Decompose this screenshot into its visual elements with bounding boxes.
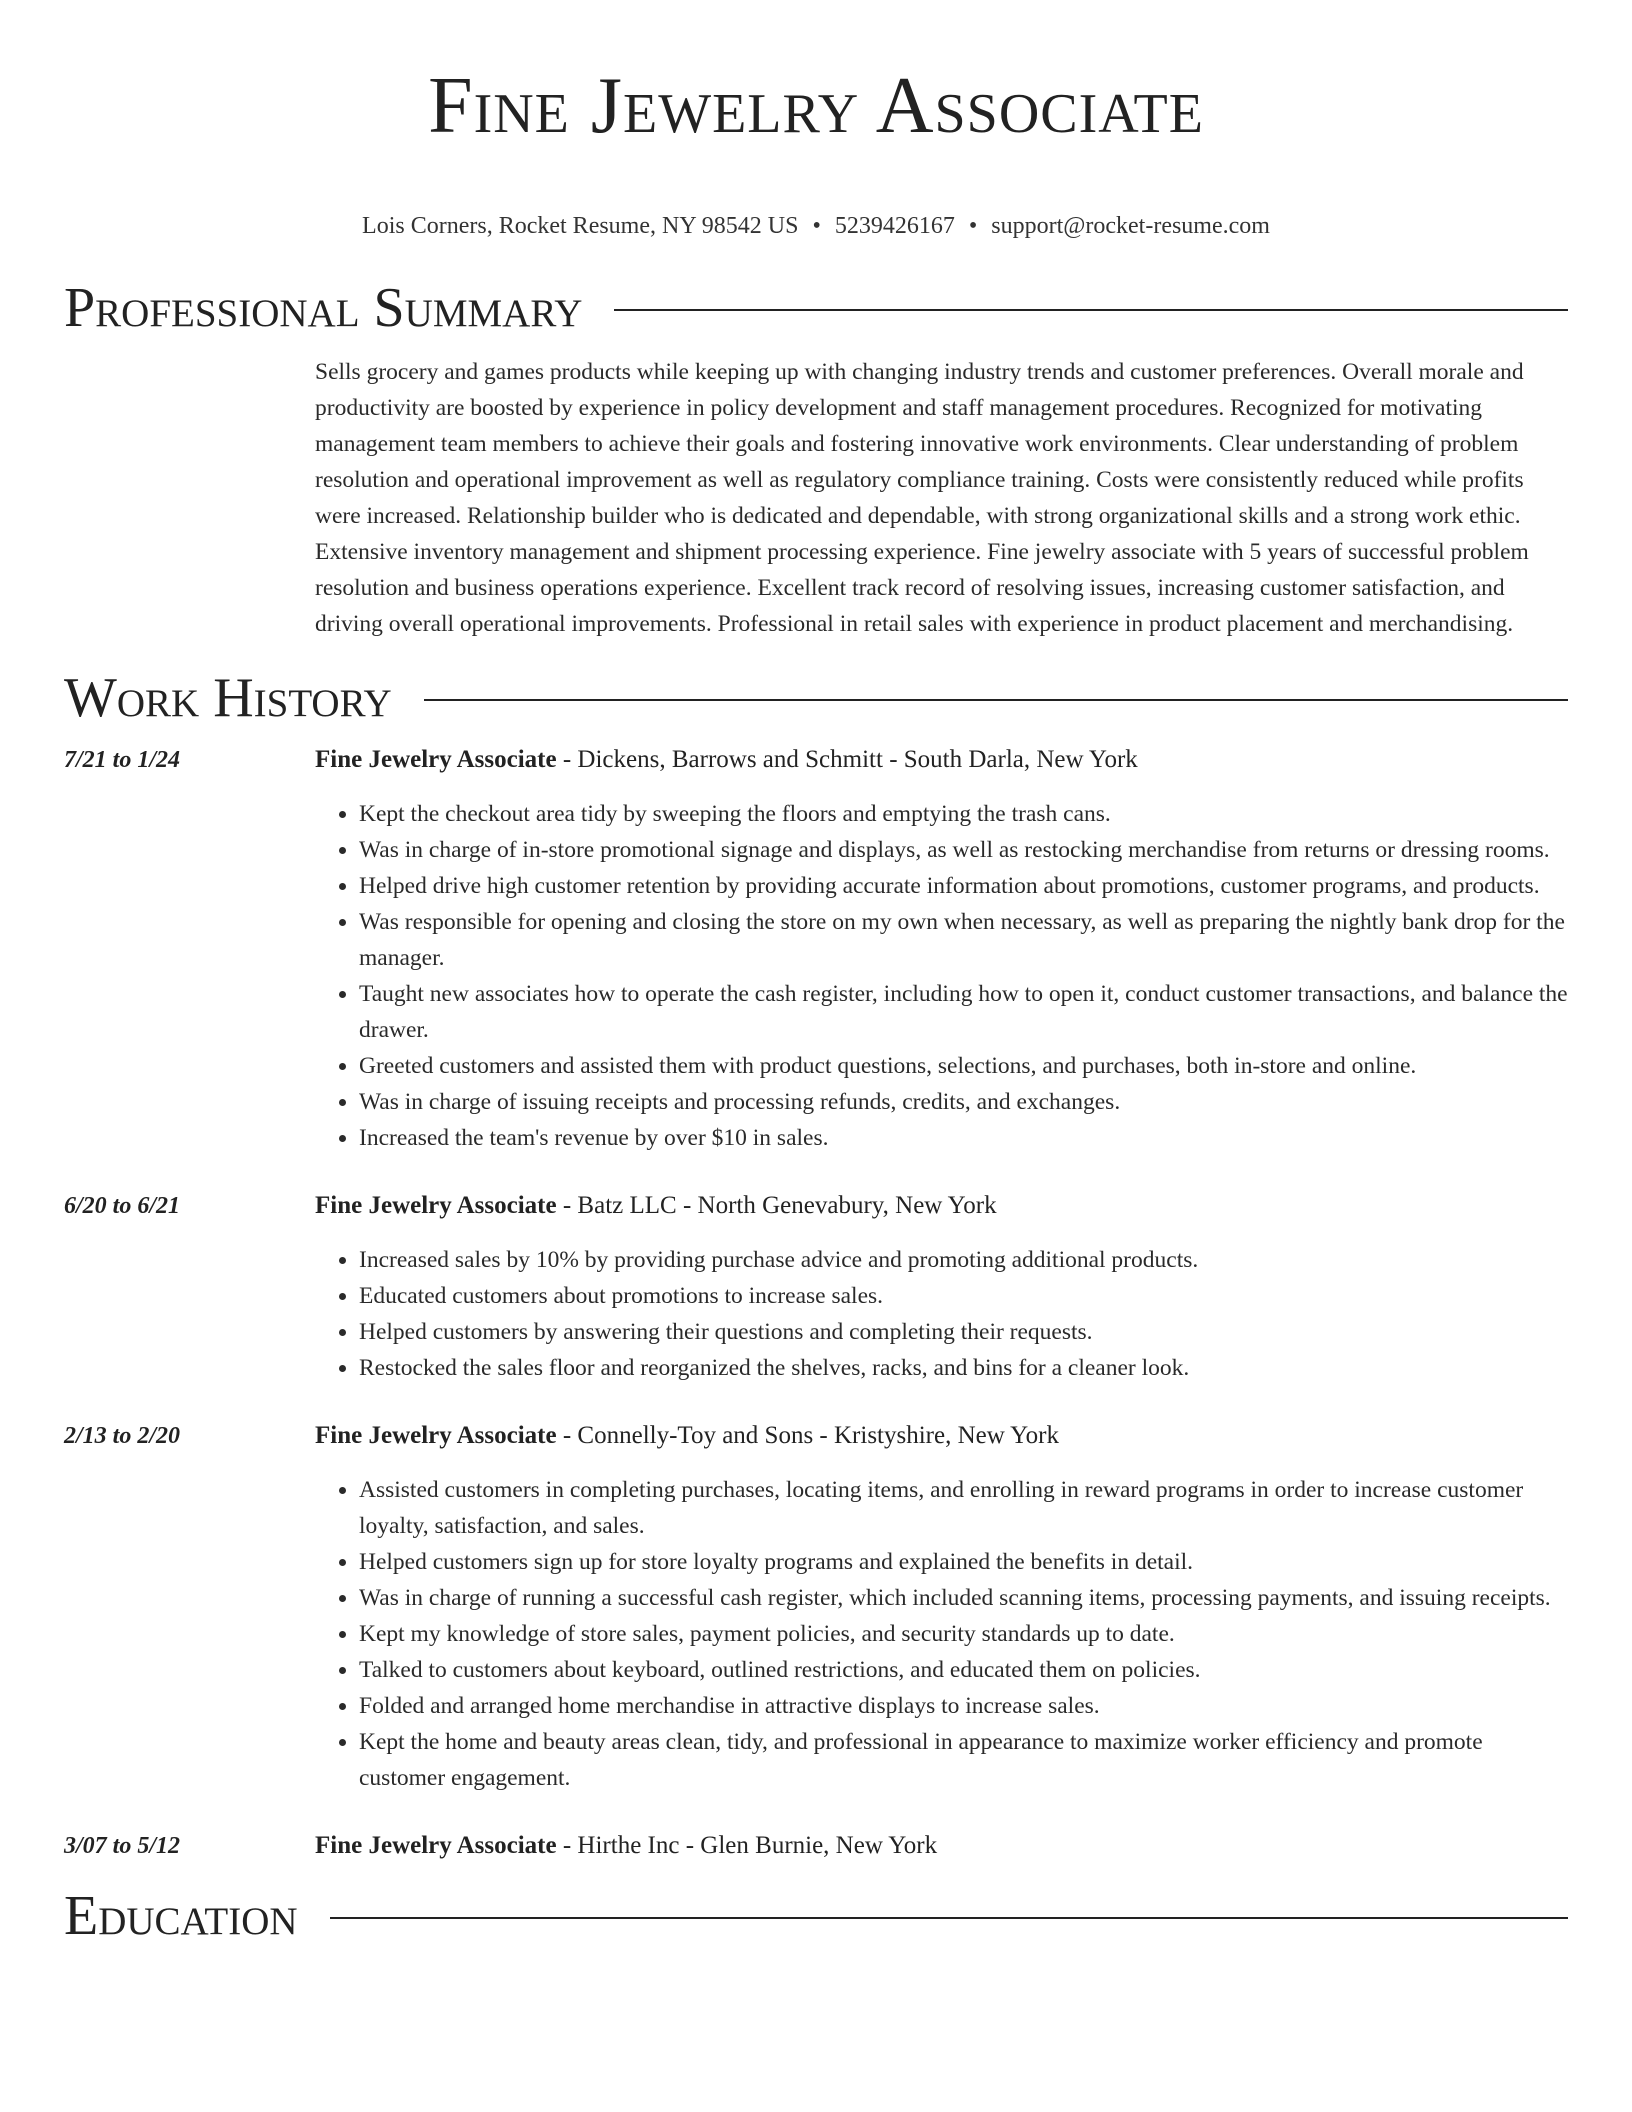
contact-separator: • (812, 212, 821, 239)
job-title: Fine Jewelry Associate (315, 1191, 557, 1219)
job-title: Fine Jewelry Associate (315, 1421, 557, 1449)
job-dates: 3/07 to 5/12 (64, 1832, 181, 1859)
section-divider (424, 699, 1568, 701)
job-details: - Hirthe Inc - Glen Burnie, New York (556, 1831, 938, 1859)
summary-section-header (64, 276, 1568, 340)
job-bullet: • Was in charge of running a successful cash register, which included scanning items, processing payments, and issuing receipts. (359, 1580, 1568, 1616)
job-heading (315, 1418, 1568, 1454)
job-bullet-list (315, 1472, 1568, 1796)
job-bullet: • Was in charge of in-store promotional signage and displays, as well as restocking merchandise from returns or dressing rooms. (359, 832, 1568, 868)
job-bullet: • Helped customers sign up for store loyalty programs and explained the benefits in detail. (359, 1544, 1568, 1580)
job-body (315, 742, 1568, 1156)
job-bullet: • Increased sales by 10% by providing purchase advice and promoting additional products. (359, 1242, 1568, 1278)
job-bullet: • Helped drive high customer retention by providing accurate information about promotions, customer programs, and products. (359, 868, 1568, 904)
job-dates: 7/21 to 1/24 (64, 746, 181, 773)
job-details: - Dickens, Barrows and Schmitt - South Darla, New York (556, 745, 1138, 773)
job-heading (315, 1828, 1568, 1864)
summary-section-title: Professional Summary (64, 276, 583, 339)
contact-address: Lois Corners, Rocket Resume, NY 98542 US (362, 212, 799, 239)
contact-line (64, 210, 1568, 242)
section-divider (330, 1917, 1568, 1919)
summary-text: Sells grocery and games products while keeping up with changing industry trends and customer preferences. Overall morale and productivity are boosted by experience in policy development and staff management procedures. Recognized for motivating management team members to achieve their goals and fostering innovative work environments. Clear understanding of problem resolution and operational improvement as well as regulatory compliance training. Costs were consistently reduced while profits were increased. Relationship builder who is dedicated and dependable, with strong organizational skills and a strong work ethic. Extensive inventory management and shipment processing experience. Fine jewelry associate with 5 years of successful problem resolution and business operations experience. Excellent track record of resolving issues, increasing customer satisfaction, and driving overall operational improvements. Professional in retail sales with experience in product placement and merchandising. (315, 358, 1529, 637)
job-dates: 6/20 to 6/21 (64, 1192, 181, 1219)
resume-name: Fine Jewelry Associate (428, 62, 1204, 150)
job-details: - Batz LLC - North Genevabury, New York (556, 1191, 997, 1219)
job-bullet: • Was in charge of issuing receipts and processing refunds, credits, and exchanges. (359, 1084, 1568, 1120)
job-bullet: • Folded and arranged home merchandise in attractive displays to increase sales. (359, 1688, 1568, 1724)
job-entry (64, 1188, 1568, 1386)
section-divider (614, 309, 1568, 311)
job-bullet: • Was responsible for opening and closing the store on my own when necessary, as well as preparing the nightly bank drop for the manager. (359, 904, 1568, 976)
job-title: Fine Jewelry Associate (315, 745, 557, 773)
job-heading (315, 742, 1568, 778)
job-bullet: • Kept the home and beauty areas clean, tidy, and professional in appearance to maximize worker efficiency and promote customer engagement. (359, 1724, 1568, 1796)
job-body (315, 1828, 1568, 1864)
job-body (315, 1418, 1568, 1796)
job-heading (315, 1188, 1568, 1224)
job-bullet: • Assisted customers in completing purchases, locating items, and enrolling in reward programs in order to increase customer loyalty, satisfaction, and sales. (359, 1472, 1568, 1544)
contact-separator: • (968, 212, 978, 239)
education-section-header (64, 1884, 1568, 1948)
job-entry (64, 742, 1568, 1156)
job-bullet: • Increased the team's revenue by over $10 in sales. (359, 1120, 1568, 1156)
job-bullet: • Kept my knowledge of store sales, payment policies, and security standards up to date. (359, 1616, 1568, 1652)
job-bullet: • Restocked the sales floor and reorganized the shelves, racks, and bins for a cleaner look. (359, 1350, 1568, 1386)
job-entry (64, 1828, 1568, 1864)
job-details: - Connelly-Toy and Sons - Kristyshire, New York (556, 1421, 1060, 1449)
job-bullet: • Talked to customers about keyboard, outlined restrictions, and educated them on policies. (359, 1652, 1568, 1688)
job-bullet-list (315, 1242, 1568, 1386)
job-body (315, 1188, 1568, 1386)
contact-email: support@rocket-resume.com (991, 212, 1270, 239)
job-bullet: • Greeted customers and assisted them with product questions, selections, and purchases, both in-store and online. (359, 1048, 1568, 1084)
education-section-title: Education (64, 1884, 298, 1947)
job-bullet: • Kept the checkout area tidy by sweeping the floors and emptying the trash cans. (359, 796, 1568, 832)
job-entry (64, 1418, 1568, 1796)
job-bullet: • Educated customers about promotions to increase sales. (359, 1278, 1568, 1314)
job-bullet: • Taught new associates how to operate the cash register, including how to open it, conduct customer transactions, and balance the drawer. (359, 976, 1568, 1048)
work-history-list (64, 742, 1568, 1864)
job-title: Fine Jewelry Associate (315, 1831, 557, 1859)
contact-phone: 5239426167 (834, 212, 955, 239)
work-history-section-title: Work History (64, 666, 392, 729)
work-history-section-header (64, 666, 1568, 730)
job-bullet-list (315, 796, 1568, 1156)
job-dates: 2/13 to 2/20 (64, 1422, 181, 1449)
job-bullet: • Helped customers by answering their questions and completing their requests. (359, 1314, 1568, 1350)
resume-page (64, 0, 1568, 1948)
